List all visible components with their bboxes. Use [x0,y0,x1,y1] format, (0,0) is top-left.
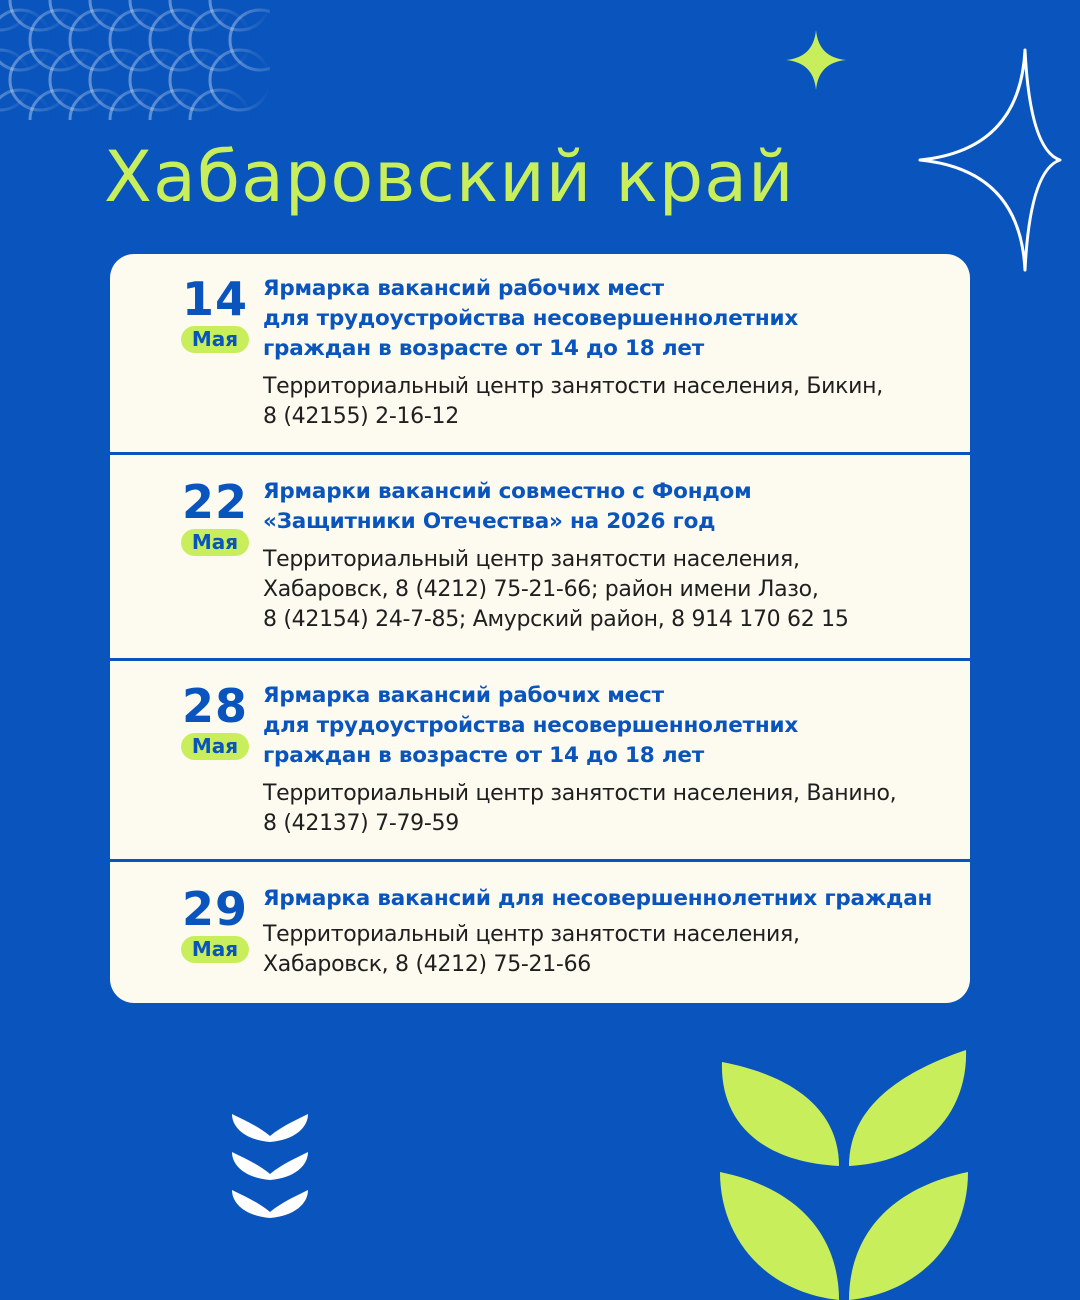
event-day: 28 [181,679,248,733]
event-title: Ярмарки вакансий совместно с Фондом «Защитники Отечества» на 2026 год [263,479,752,534]
leaves-icon [715,1048,973,1300]
circle-pattern-icon [0,0,270,120]
event-details: Территориальный центр занятости населения, Хабаровск, 8 (4212) 75-21-66; район имени Лазо, 8 (42154) 24-7-85; Амурский район, 8 914 170 62 15 [263,547,849,632]
event-title: Ярмарка вакансий рабочих мест для трудоустройства несовершеннолетних граждан в возрасте от 14 до 18 лет [263,276,799,361]
page-title: Хабаровский край [104,136,795,218]
large-star-outline-icon [915,45,1065,275]
event-month-badge: Мая [181,936,249,963]
event-item [110,862,970,1003]
event-day: 22 [181,475,248,529]
event-details: Территориальный центр занятости населения, Бикин, 8 (42155) 2-16-12 [263,374,883,429]
event-item [110,254,970,452]
event-day: 14 [181,272,248,326]
event-day: 29 [181,882,248,936]
small-sparkle-icon [786,30,846,90]
events-card [110,254,970,1003]
event-month-badge: Мая [181,326,249,353]
event-content [263,274,953,432]
event-content [263,477,953,635]
event-content [263,884,953,980]
event-details: Территориальный центр занятости населения, Хабаровск, 8 (4212) 75-21-66 [263,922,800,977]
event-title: Ярмарка вакансий рабочих мест для трудоустройства несовершеннолетних граждан в возрасте от 14 до 18 лет [263,683,799,768]
event-details: Территориальный центр занятости населения, Ванино, 8 (42137) 7-79-59 [263,781,897,836]
event-item [110,661,970,859]
event-month-badge: Мая [181,733,249,760]
event-content [263,681,953,839]
wheat-logo-icon [228,1108,312,1226]
event-title: Ярмарка вакансий для несовершеннолетних граждан [263,886,933,911]
event-item [110,455,970,658]
event-month-badge: Мая [181,529,249,556]
